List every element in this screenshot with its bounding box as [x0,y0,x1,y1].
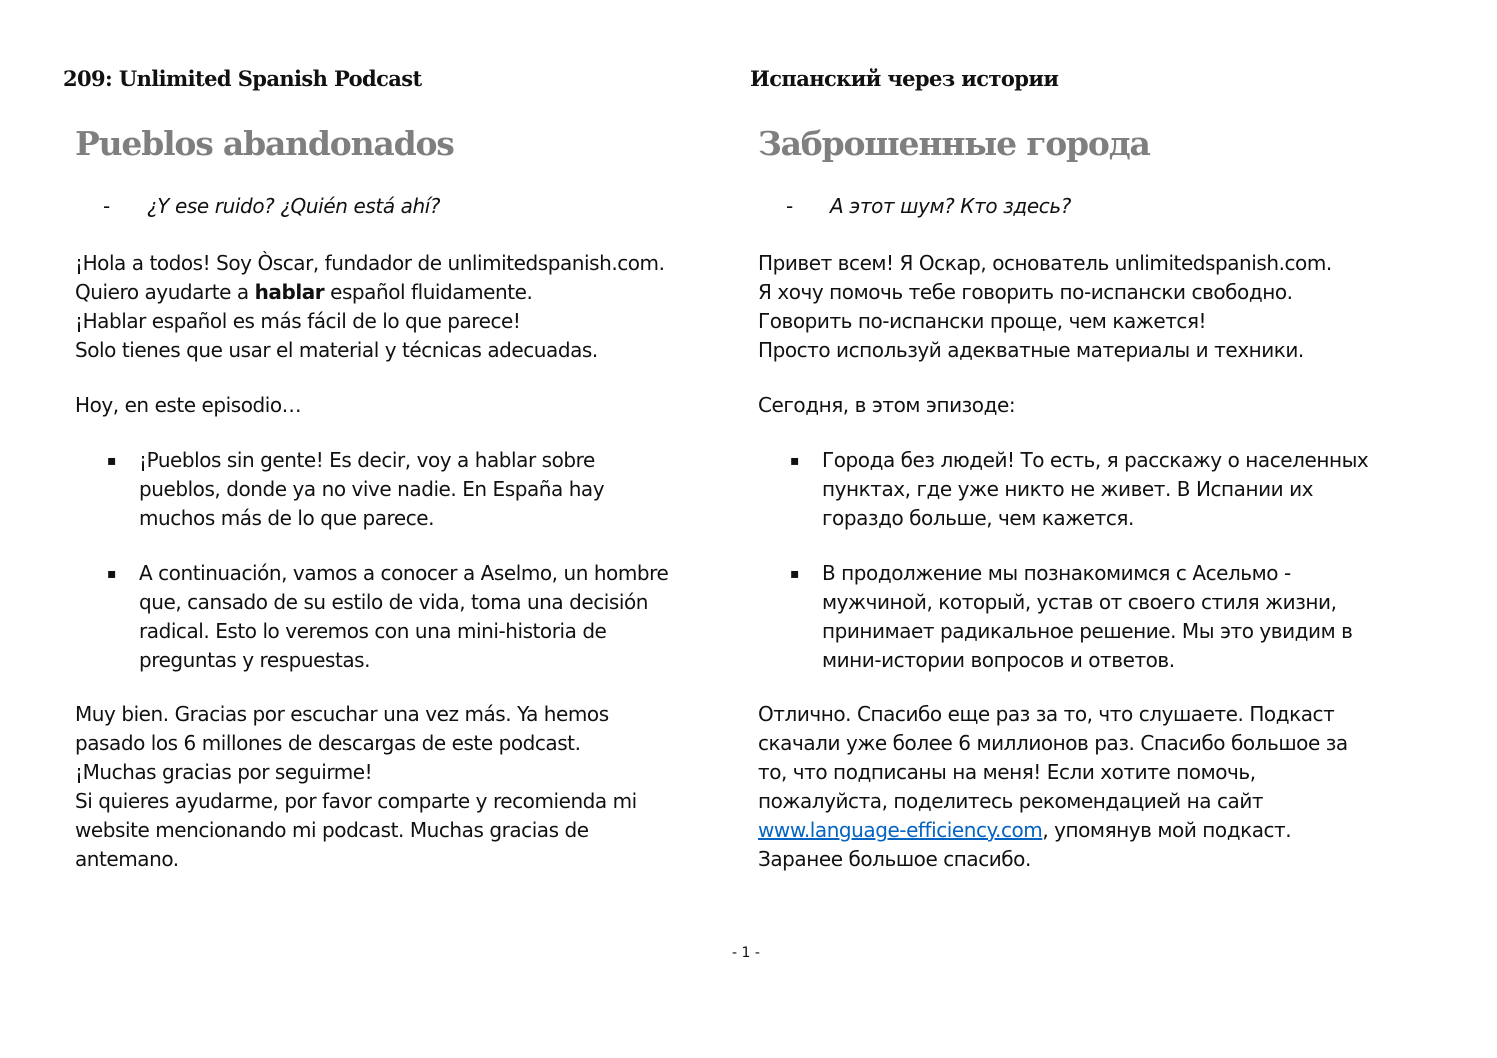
intro-line: Solo tienes que usar el material y técnicas adecuadas. [75,338,598,362]
intro-text: español fluidamente. [324,280,533,304]
bullet-line: мужчиной, который, устав от своего стиля жизни, [822,590,1337,614]
outro-line: скачали уже более 6 миллионов раз. Спасибо большое за [758,731,1348,755]
outro-line: Отлично. Спасибо еще раз за то, что слушаете. Подкаст [758,702,1335,726]
bullet-line: принимает радикальное решение. Мы это увидим в [822,619,1353,643]
bullet-line: A continuación, vamos a conocer a Aselmo, un hombre [139,561,669,585]
dialog-dash: - [786,194,793,218]
russian-title: Заброшенные города [758,124,1150,163]
outro-line [758,816,1348,845]
bullet-line: ¡Pueblos sin gente! Es decir, voy a hablar sobre [139,448,595,472]
intro-line: ¡Hablar español es más fácil de lo que parece! [75,309,521,333]
bullet-line: мини-истории вопросов и ответов. [822,648,1175,672]
podcast-header: 209: Unlimited Spanish Podcast [63,66,422,91]
bullet-line: гораздо больше, чем кажется. [822,506,1134,530]
bold-word: hablar [254,280,325,304]
intro-line: Я хочу помочь тебе говорить по-испански свободно. [758,280,1293,304]
bullet-square-icon: ▪ [790,453,800,469]
spanish-title: Pueblos abandonados [75,124,454,163]
page-number: - 1 - [732,945,760,961]
bullet-line: radical. Esto lo veremos con una mini-historia de [139,619,607,643]
episode-intro-text: Сегодня, в этом эпизоде: [758,393,1016,417]
dialog-text: А этот шум? Кто здесь? [830,194,1071,218]
bullet-square-icon: ▪ [107,453,117,469]
russian-outro [758,700,1348,874]
outro-line: пожалуйста, поделитесь рекомендацией на сайт [758,789,1264,813]
intro-text: Quiero ayudarte a [75,280,255,304]
dialog-dash: - [103,194,110,218]
series-header: Испанский через истории [750,66,1059,91]
bullet-line: пунктах, где уже никто не живет. В Испании их [822,477,1314,501]
outro-line: Muy bien. Gracias por escuchar una vez más. Ya hemos [75,702,609,726]
bullet-line: pueblos, donde ya no vive nadie. En España hay [139,477,605,501]
outro-line: pasado los 6 millones de descargas de este podcast. [75,731,581,755]
intro-line: Просто используй адекватные материалы и техники. [758,338,1304,362]
outro-line: Заранее большое спасибо. [758,847,1031,871]
russian-episode-intro [758,391,1015,420]
spanish-intro [75,249,665,365]
russian-dialog [786,194,1071,218]
bullet-square-icon: ▪ [790,566,800,582]
website-link[interactable]: www.language-efficiency.com [758,818,1043,842]
bullet-line: que, cansado de su estilo de vida, toma una decisión [139,590,648,614]
outro-line: то, что подписаны на меня! Если хотите помочь, [758,760,1256,784]
intro-line: Говорить по-испански проще, чем кажется! [758,309,1207,333]
bullet-line: В продолжение мы познакомимся с Асельмо - [822,561,1291,585]
intro-line: Привет всем! Я Оскар, основатель unlimitedspanish.com. [758,251,1332,275]
outro-line: Si quieres ayudarme, por favor comparte y recomienda mi [75,789,637,813]
outro-text: , упомянув мой подкаст. [1042,818,1292,842]
outro-line: website mencionando mi podcast. Muchas gracias de [75,818,589,842]
outro-line: antemano. [75,847,179,871]
russian-intro [758,249,1332,365]
episode-intro-text: Hoy, en este episodio… [75,393,302,417]
bullet-square-icon: ▪ [107,566,117,582]
spanish-dialog [103,194,440,218]
bullet-line: Города без людей! То есть, я расскажу о населенных [822,448,1369,472]
dialog-text: ¿Y ese ruido? ¿Quién está ahí? [147,194,441,218]
intro-line: ¡Hola a todos! Soy Òscar, fundador de unlimitedspanish.com. [75,251,665,275]
bullet-line: muchos más de lo que parece. [139,506,434,530]
spanish-episode-intro [75,391,301,420]
outro-line: ¡Muchas gracias por seguirme! [75,760,373,784]
intro-line [75,278,665,307]
spanish-outro [75,700,637,874]
bullet-line: preguntas y respuestas. [139,648,371,672]
